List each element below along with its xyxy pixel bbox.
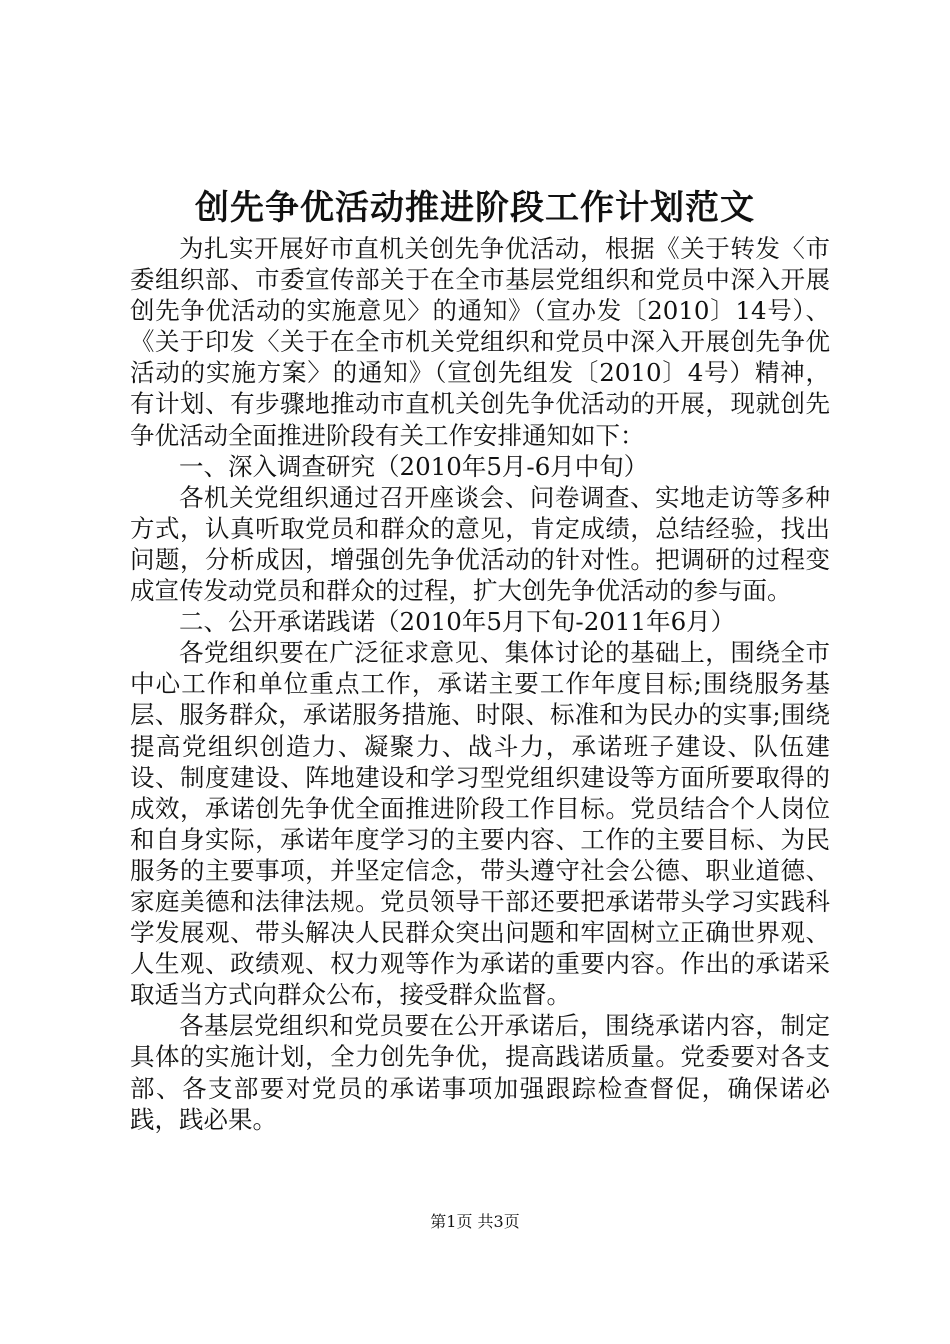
- intro-paragraph: 为扎实开展好市直机关创先争优活动，根据《关于转发〈市委组织部、市委宣传部关于在全市基层党组织和党员中深入开展创先争优活动的实施意见〉的通知》（宣办发〔2010〕14号）、《关于印发〈关于在全市机关党组织和党员中深入开展创先争优活动的实施方案〉的通知》（宣创先组发〔2010〕4号）精神，有计划、有步骤地推动市直机关创先争优活动的开展，现就创先争优活动全面推进阶段有关工作安排通知如下：: [130, 234, 830, 450]
- section-2-paragraph-2: 各基层党组织和党员要在公开承诺后，围绕承诺内容，制定具体的实施计划，全力创先争优，提高践诺质量。党委要对各支部、各支部要对党员的承诺事项加强跟踪检查督促，确保诺必践，践必果。: [130, 1011, 830, 1134]
- section-1-paragraph: 各机关党组织通过召开座谈会、问卷调查、实地走访等多种方式，认真听取党员和群众的意见，肯定成绩，总结经验，找出问题，分析成因，增强创先争优活动的针对性。把调研的过程变成宣传发动党员和群众的过程，扩大创先争优活动的参与面。: [130, 482, 830, 606]
- section-heading-1: 一、深入调查研究（2010年5月-6月中旬）: [179, 451, 649, 481]
- section-heading-2: 二、公开承诺践诺（2010年5月下旬-2011年6月）: [179, 607, 736, 637]
- document-title: 创先争优活动推进阶段工作计划范文: [195, 188, 755, 228]
- document-body: [130, 233, 830, 1135]
- page-footer: 第1页 共3页: [430, 1212, 520, 1231]
- section-2-paragraph: 各党组织要在广泛征求意见、集体讨论的基础上，围绕全市中心工作和单位重点工作，承诺主要工作年度目标;围绕服务基层、服务群众，承诺服务措施、时限、标准和为民办的实事;围绕提高党组织创造力、凝聚力、战斗力，承诺班子建设、队伍建设、制度建设、阵地建设和学习型党组织建设等方面所要取得的成效，承诺创先争优全面推进阶段工作目标。党员结合个人岗位和自身实际，承诺年度学习的主要内容、工作的主要目标、为民服务的主要事项，并坚定信念，带头遵守社会公德、职业道德、家庭美德和法律法规。党员领导干部还要把承诺带头学习实践科学发展观、带头解决人民群众突出问题和牢固树立正确世界观、人生观、政绩观、权力观等作为承诺的重要内容。作出的承诺采取适当方式向群众公布，接受群众监督。: [130, 638, 830, 1010]
